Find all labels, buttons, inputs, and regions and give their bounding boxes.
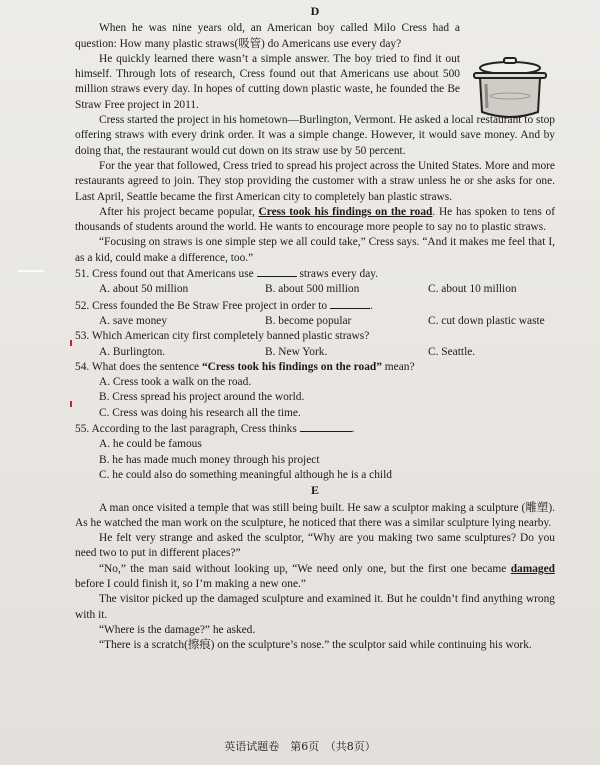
section-e-title: E	[310, 483, 319, 498]
paragraph: When he was nine years old, an American boy called Milo Cress had a question: How many plastic straws(吸管) do Americans use every day?	[75, 22, 460, 50]
paragraph: “There is a scratch(擦痕) on the sculpture’s nose.” the sculptor said while continuing his work.	[99, 639, 532, 652]
red-tick	[70, 401, 72, 407]
paragraph: “No,” the man said without looking up, “We need only one, but the first one became damaged before I could finish it, so I’m making a new one.”	[75, 562, 555, 590]
paragraph: A man once visited a temple that was still being built. He saw a sculptor making a sculpture (雕塑). As he watched the man work on the sculpture, he noticed that there was a similar sculpture lying nearby.	[75, 501, 555, 529]
exam-text	[75, 4, 555, 653]
section-d-title: D	[310, 4, 320, 18]
option: C. he could also do something meaningful although he is a child	[99, 468, 392, 481]
highlighted-word: damaged	[510, 562, 555, 575]
paragraph: The visitor picked up the damaged sculpture and examined it. But he couldn’t find anything wrong with it.	[75, 593, 555, 621]
paragraph: He felt very strange and asked the sculptor, “Why are you making two same sculptures? Do you need two to put in different places?”	[75, 532, 555, 560]
highlighted-phrase: Cress took his findings on the road	[258, 205, 433, 218]
answer-blank	[300, 421, 352, 432]
answer-blank	[257, 266, 297, 277]
options-51: A. about 50 million B. about 500 million C. about 10 million	[99, 283, 517, 296]
option: A. Cress took a walk on the road.	[99, 376, 252, 389]
paragraph: After his project became popular, Cress took his findings on the road. He has spoken to tens of thousands of students around the world. He wants to encourage more people to say no to plastic straws.	[75, 205, 555, 234]
question-55: 55. According to the last paragraph, Cress thinks .	[75, 423, 355, 436]
option: C. Cress was doing his research all the time.	[99, 406, 301, 419]
paragraph: For the year that followed, Cress tried to spread his project across the United States. More and more restaurants agreed to join. They stop providing the customer with a straw unless he or she asks for one. Last April, Seattle became the first American city to completely ban plastic straws.	[75, 159, 555, 203]
paragraph: He quickly learned there wasn’t a simple answer. The boy tried to find it out himself. Through lots of research, Cress found out that Americans use about 500 million straws every day. In hopes of cutting down plastic waste, he founded the Be Straw Free project in 2011.	[75, 52, 460, 111]
option: A. he could be famous	[99, 438, 202, 451]
paragraph: Cress started the project in his hometown—Burlington, Vermont. He asked a local restaurant to stop offering straws with every drink order. It was a simple change. However, it would save money. And by doing that, the restaurant would cut down on its straw use by 50 percent.	[75, 114, 555, 157]
scan-mark	[18, 270, 44, 272]
question-53: 53. Which American city first completely banned plastic straws?	[75, 330, 370, 343]
answer-blank	[330, 298, 370, 309]
question-54: 54. What does the sentence “Cress took his findings on the road” mean?	[75, 360, 415, 373]
option: B. he has made much money through his project	[99, 453, 320, 466]
option: B. Cress spread his project around the world.	[99, 391, 305, 404]
question-52: 52. Cress founded the Be Straw Free project in order to .	[75, 299, 373, 312]
options-53: A. Burlington. B. New York. C. Seattle.	[99, 345, 476, 358]
question-51: 51. Cress found out that Americans use straws every day.	[75, 268, 379, 281]
paragraph: “Where is the damage?” he asked.	[99, 623, 256, 636]
red-tick	[70, 340, 72, 346]
options-52: A. save money B. become popular C. cut down plastic waste	[99, 314, 545, 327]
paragraph: “Focusing on straws is one simple step we all could take,” Cress says. “And it makes me feel that I, as a kid, could make a difference, too.”	[75, 236, 555, 264]
page-footer: 英语试题卷 第6页 （共8页）	[224, 740, 376, 753]
